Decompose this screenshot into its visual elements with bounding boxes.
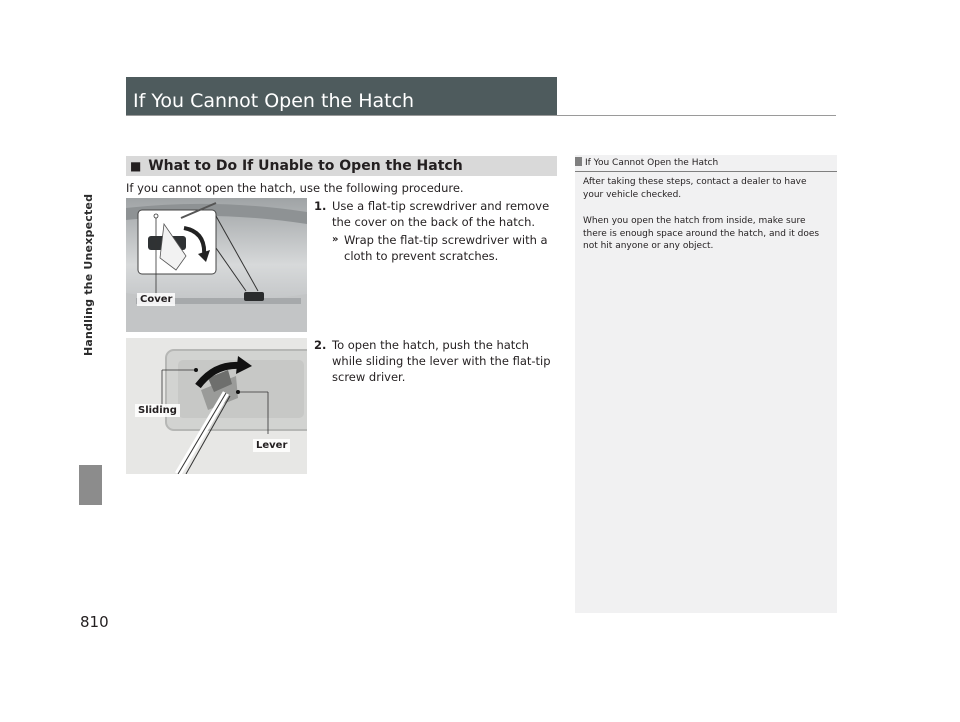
- title-divider: [126, 115, 836, 116]
- step-1-text: Use a flat-tip screwdriver and remove the cover on the back of the hatch.: [332, 199, 550, 229]
- chapter-tab-marker: [79, 465, 102, 505]
- side-note-paragraph-1: After taking these steps, contact a dealer to have your vehicle checked.: [583, 177, 807, 200]
- page-number: 810: [80, 613, 109, 631]
- figure-remove-cover: [126, 198, 307, 332]
- step-1: [314, 198, 559, 230]
- side-note-paragraph-2: When you open the hatch from inside, make sure there is enough space around the hatch, and it does not hit anyone or any object.: [583, 216, 820, 251]
- section-marker: ■: [130, 159, 142, 173]
- sliding-callout: Sliding: [135, 404, 180, 417]
- section-heading-text: What to Do If Unable to Open the Hatch: [148, 158, 463, 174]
- step-2: [314, 337, 559, 385]
- subnote-text: Wrap the flat-tip screwdriver with a cloth to prevent scratches.: [344, 233, 548, 263]
- step-1-subnote: [332, 232, 562, 264]
- step-2-number: 2.: [314, 338, 327, 352]
- note-book-icon: [575, 157, 582, 166]
- side-note-title-text: If You Cannot Open the Hatch: [585, 158, 719, 168]
- side-note-title: [575, 157, 718, 168]
- side-note-divider: [575, 171, 837, 172]
- intro-text: If you cannot open the hatch, use the following procedure.: [126, 181, 464, 195]
- step-2-text: To open the hatch, push the hatch while sliding the lever with the flat-tip screw driver.: [332, 338, 551, 384]
- section-heading: [126, 156, 557, 176]
- page-title: If You Cannot Open the Hatch: [126, 77, 557, 115]
- chapter-label: Handling the Unexpected: [82, 193, 95, 357]
- cover-callout: Cover: [137, 293, 175, 306]
- subnote-arrow-icon: »: [332, 234, 339, 245]
- step-1-number: 1.: [314, 199, 327, 213]
- lever-callout: Lever: [253, 439, 290, 452]
